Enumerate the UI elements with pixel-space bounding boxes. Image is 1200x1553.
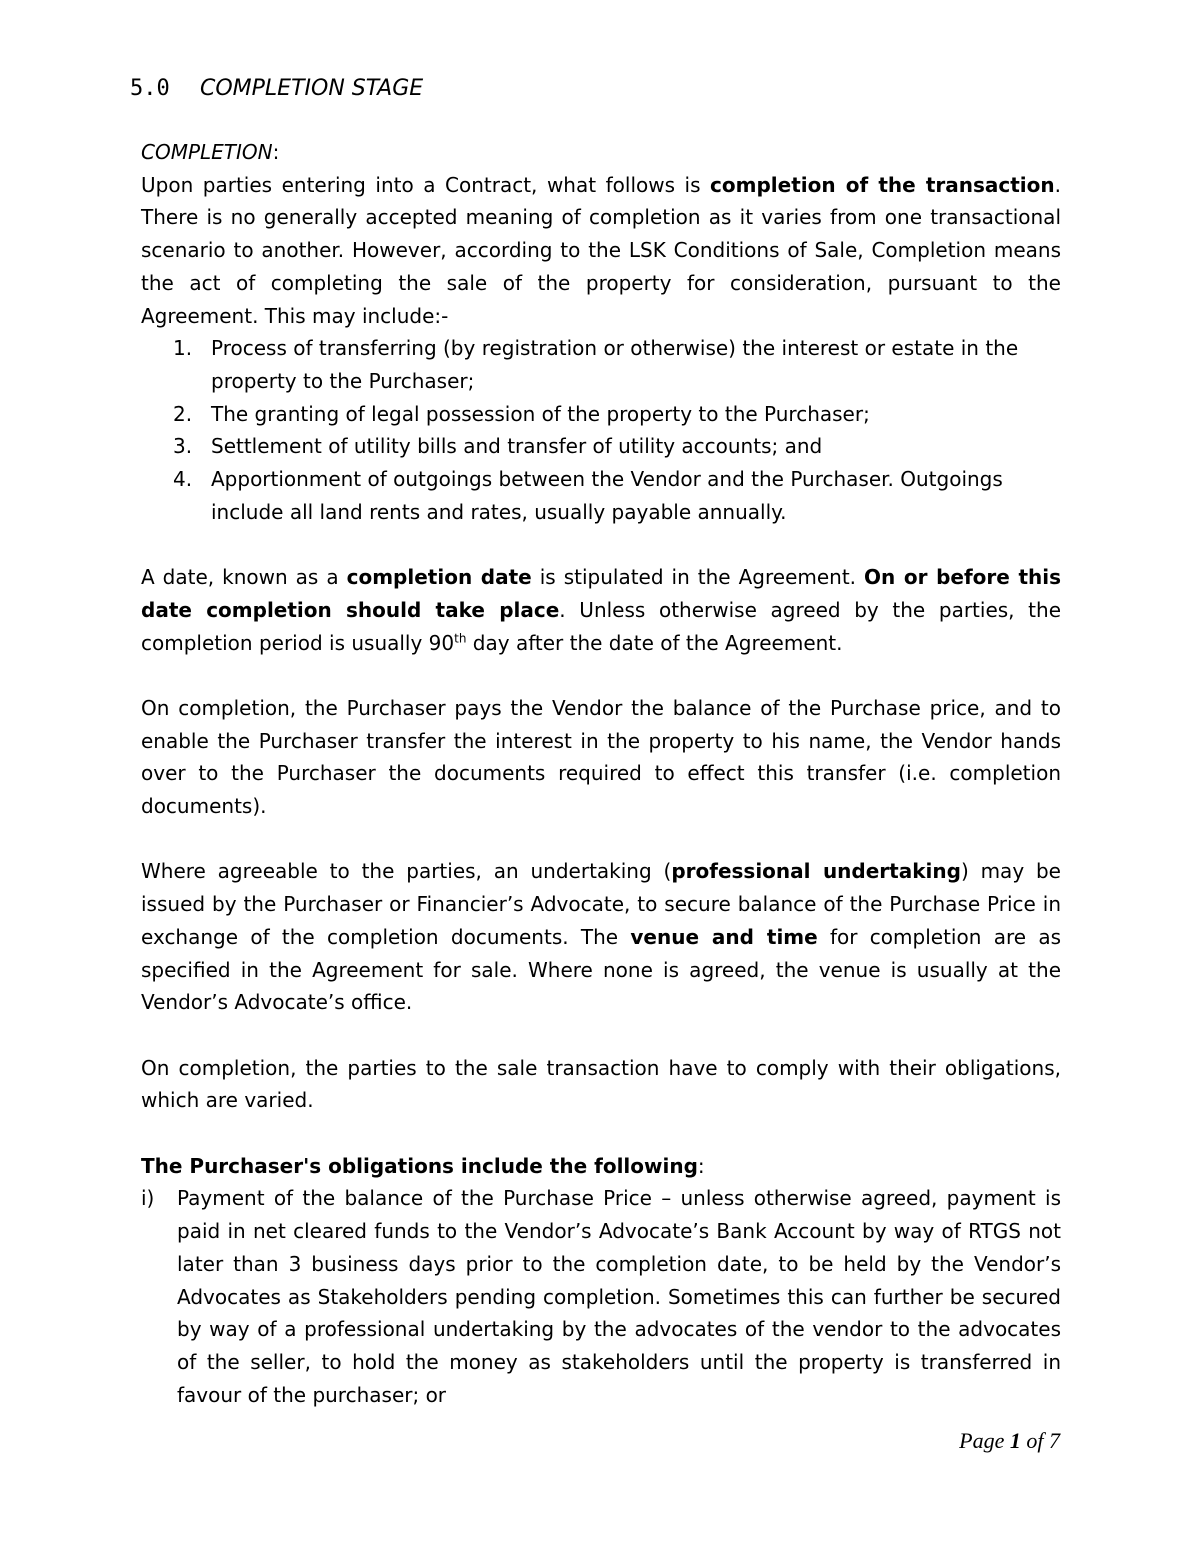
purchaser-title-colon: :	[697, 1153, 705, 1178]
obligations-paragraph: On completion, the parties to the sale transaction have to comply with their obligations, which are varied.	[141, 1055, 1061, 1113]
list-item-text: Payment of the balance of the Purchase Price – unless otherwise agreed, payment is paid in net cleared funds to the Vendor’s Advocate’s Bank Account by way of RTGS not later than 3 business days prior to the completion date, to be held by the Vendor’s Advocates as Stakeholders pending completion. Sometimes this can further be secured by way of a professional undertaking by the advocates of the vendor to the advocates of the seller, to hold the money as stakeholders until the property is transferred in favour of the purchaser; or	[177, 1186, 1061, 1407]
payment-paragraph: On completion, the Purchaser pays the Vendor the balance of the Purchase price, and to enable the Purchaser transfer the interest in the property to his name, the Vendor hands over to the Purchaser the documents required to effect this transfer (i.e. completion documents).	[141, 695, 1061, 819]
subsection-title-colon: :	[272, 140, 280, 164]
date-bold-d: On or before this date completion should take place	[141, 565, 1062, 622]
section-number: 5.0	[130, 76, 170, 101]
subsection-title	[141, 136, 1061, 169]
list-marker: i)	[141, 1186, 155, 1211]
date-text-a: A date, known as a	[141, 565, 347, 590]
document-body	[141, 136, 1061, 1411]
intro-bold-text: completion of the transaction	[710, 172, 1055, 197]
section-heading	[130, 72, 423, 105]
completion-date-paragraph	[141, 561, 1061, 659]
date-superscript: th	[454, 630, 467, 645]
list-marker: 3.	[173, 434, 193, 459]
list-item	[173, 463, 1061, 528]
list-item-text: Settlement of utility bills and transfer of utility accounts; and	[211, 434, 823, 459]
completion-includes-list	[141, 332, 1061, 528]
list-marker: 2.	[173, 401, 193, 426]
list-item	[173, 398, 1061, 431]
intro-text-1: Upon parties entering into a Contract, what follows is	[141, 172, 711, 197]
footer-page-word: Page	[959, 1428, 1010, 1453]
list-item-text: Apportionment of outgoings between the Vendor and the Purchaser. Outgoings include all land rents and rates, usually payable annually.	[211, 467, 1003, 524]
purchaser-obligations-title	[141, 1150, 1061, 1183]
purchaser-title-text: The Purchaser's obligations include the following	[141, 1153, 698, 1178]
list-item	[173, 332, 1061, 397]
undertaking-text-e: for completion are as specified in the Agreement for sale. Where none is agreed, the venue is usually at the Vendor’s Advocate’s office.	[141, 924, 1062, 1015]
footer-page-number: 1	[1009, 1428, 1021, 1453]
list-marker: 4.	[173, 467, 193, 492]
purchaser-obligations-list	[141, 1182, 1061, 1411]
list-marker: 1.	[173, 336, 193, 361]
date-text-f: day after the date of the Agreement.	[466, 630, 843, 655]
intro-text-2: . There is no generally accepted meaning of completion as it varies from one transactional scenario to another. However, according to the LSK Conditions of Sale, Completion means the act of completing the sale of the property for consideration, pursuant to the Agreement. This may include:-	[141, 172, 1061, 328]
footer-of-word: of	[1020, 1428, 1049, 1453]
list-item	[173, 430, 1061, 463]
list-item	[141, 1182, 1061, 1411]
list-item-text: The granting of legal possession of the property to the Purchaser;	[211, 401, 870, 426]
date-text-c: is stipulated in the Agreement.	[531, 565, 865, 590]
section-title: COMPLETION STAGE	[200, 76, 424, 101]
undertaking-paragraph	[141, 855, 1061, 1019]
undertaking-text-c: ) may be issued by the Purchaser or Financier’s Advocate, to secure balance of the Purchase Price in exchange of the completion documents. The	[141, 859, 1061, 949]
list-item-text: Process of transferring (by registration or otherwise) the interest or estate in the property to the Purchaser;	[211, 336, 1019, 393]
undertaking-bold-b: professional undertaking	[671, 859, 961, 884]
footer-page-total: 7	[1049, 1428, 1060, 1453]
page-footer	[959, 1428, 1060, 1454]
undertaking-text-a: Where agreeable to the parties, an undertaking (	[141, 859, 672, 884]
undertaking-bold-d: venue and time	[630, 924, 818, 949]
intro-paragraph	[141, 169, 1061, 333]
date-bold-b: completion date	[346, 565, 532, 590]
subsection-title-text: COMPLETION	[141, 140, 273, 164]
date-text-e: . Unless otherwise agreed by the parties, the completion period is usually 90	[141, 597, 1061, 655]
